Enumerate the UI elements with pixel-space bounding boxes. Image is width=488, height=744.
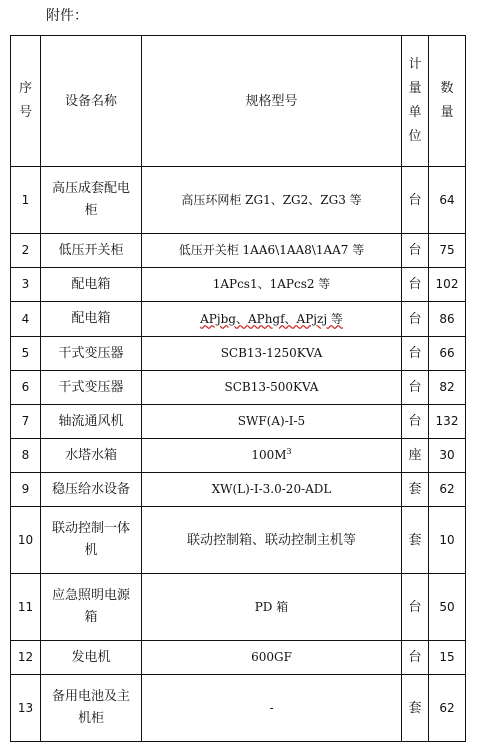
row-seq: 5 <box>11 337 41 371</box>
row-seq: 12 <box>11 641 41 675</box>
row-qty: 102 <box>429 268 466 302</box>
row-seq: 11 <box>11 574 41 641</box>
table-row <box>11 167 466 234</box>
row-spec: 600GF <box>142 641 402 675</box>
row-unit: 套 <box>402 675 429 742</box>
row-name: 干式变压器 <box>41 371 142 405</box>
row-qty: 86 <box>429 302 466 337</box>
row-unit: 台 <box>402 302 429 337</box>
row-name: 轴流通风机 <box>41 405 142 439</box>
row-seq: 7 <box>11 405 41 439</box>
row-seq: 9 <box>11 473 41 507</box>
row-qty: 82 <box>429 371 466 405</box>
row-seq: 8 <box>11 439 41 473</box>
row-unit: 台 <box>402 371 429 405</box>
row-spec: SWF(A)-I-5 <box>142 405 402 439</box>
header-seq: 序号 <box>11 36 41 167</box>
row-qty: 62 <box>429 675 466 742</box>
row-name: 稳压给水设备 <box>41 473 142 507</box>
row-unit: 台 <box>402 337 429 371</box>
row-name: 备用电池及主机柜 <box>41 675 142 742</box>
row-seq: 1 <box>11 167 41 234</box>
row-spec: SCB13-500KVA <box>142 371 402 405</box>
row-spec: XW(L)-I-3.0-20-ADL <box>142 473 402 507</box>
row-spec: PD 箱 <box>142 574 402 641</box>
table-row <box>11 641 466 675</box>
row-qty: 50 <box>429 574 466 641</box>
row-seq: 3 <box>11 268 41 302</box>
attachment-label: 附件： <box>46 8 88 24</box>
header-spec: 规格型号 <box>142 36 402 167</box>
row-name: 配电箱 <box>41 302 142 337</box>
row-qty: 15 <box>429 641 466 675</box>
row-seq: 10 <box>11 507 41 574</box>
row-unit: 台 <box>402 167 429 234</box>
row-spec: 高压环网柜 ZG1、ZG2、ZG3 等 <box>142 167 402 234</box>
spellcheck-spec: APjbg、APhgf、APjzj 等 <box>200 311 343 326</box>
row-unit: 套 <box>402 507 429 574</box>
spec-volume: 100M <box>251 448 287 462</box>
table-row <box>11 268 466 302</box>
row-name: 高压成套配电柜 <box>41 167 142 234</box>
row-spec: 低压开关柜 1AA6\1AA8\1AA7 等 <box>142 234 402 268</box>
row-qty: 62 <box>429 473 466 507</box>
row-name: 干式变压器 <box>41 337 142 371</box>
table-row <box>11 574 466 641</box>
row-unit: 台 <box>402 641 429 675</box>
row-qty: 10 <box>429 507 466 574</box>
row-seq: 2 <box>11 234 41 268</box>
table-row <box>11 234 466 268</box>
table-row <box>11 405 466 439</box>
row-unit: 台 <box>402 268 429 302</box>
row-name: 水塔水箱 <box>41 439 142 473</box>
row-qty: 30 <box>429 439 466 473</box>
row-name: 联动控制一体机 <box>41 507 142 574</box>
row-name: 发电机 <box>41 641 142 675</box>
table-row <box>11 371 466 405</box>
row-qty: 66 <box>429 337 466 371</box>
row-spec: - <box>142 675 402 742</box>
row-spec <box>142 439 402 473</box>
row-name: 配电箱 <box>41 268 142 302</box>
row-name: 应急照明电源箱 <box>41 574 142 641</box>
table-row <box>11 302 466 337</box>
row-seq: 4 <box>11 302 41 337</box>
row-unit: 台 <box>402 405 429 439</box>
table-row <box>11 473 466 507</box>
row-spec <box>142 302 402 337</box>
table-row <box>11 507 466 574</box>
row-name: 低压开关柜 <box>41 234 142 268</box>
row-qty: 132 <box>429 405 466 439</box>
header-unit: 计量单位 <box>402 36 429 167</box>
table-row <box>11 675 466 742</box>
header-name: 设备名称 <box>41 36 142 167</box>
header-qty: 数量 <box>429 36 466 167</box>
equipment-table <box>10 35 466 742</box>
row-seq: 13 <box>11 675 41 742</box>
row-spec: SCB13-1250KVA <box>142 337 402 371</box>
row-spec: 1APcs1、1APcs2 等 <box>142 268 402 302</box>
spec-exponent: 3 <box>286 447 292 456</box>
row-unit: 座 <box>402 439 429 473</box>
row-unit: 台 <box>402 234 429 268</box>
row-unit: 套 <box>402 473 429 507</box>
row-qty: 64 <box>429 167 466 234</box>
row-qty: 75 <box>429 234 466 268</box>
table-row <box>11 439 466 473</box>
row-unit: 台 <box>402 574 429 641</box>
header-row <box>11 36 466 167</box>
row-seq: 6 <box>11 371 41 405</box>
row-spec: 联动控制箱、联动控制主机等 <box>142 507 402 574</box>
table-row <box>11 337 466 371</box>
